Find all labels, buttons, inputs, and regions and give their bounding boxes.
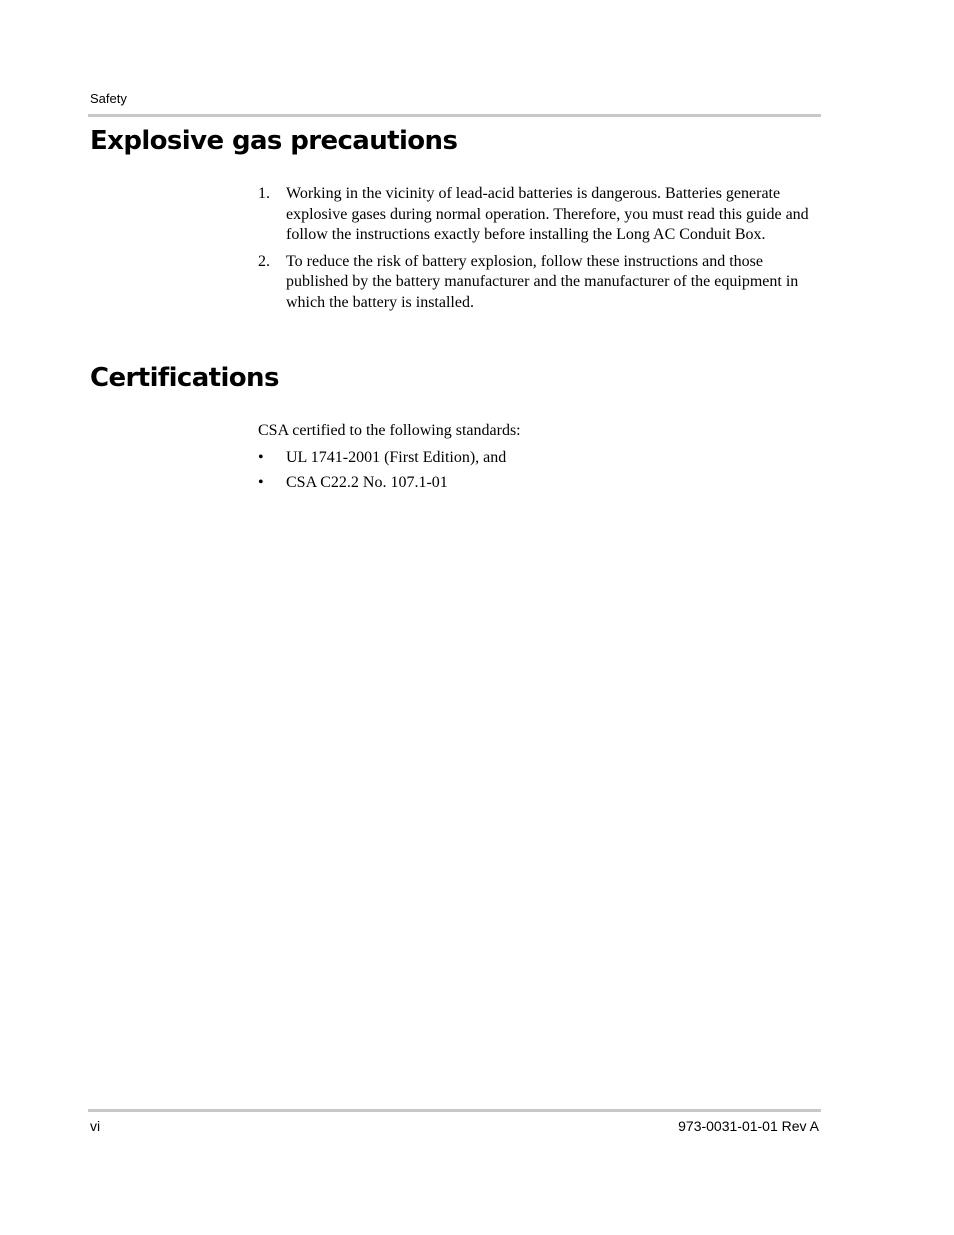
certifications-intro: CSA certified to the following standards: <box>258 422 521 439</box>
list-item <box>258 448 828 469</box>
section-title-certifications: Certifications <box>90 363 279 393</box>
certifications-block <box>258 421 828 499</box>
bullet-icon: • <box>258 474 264 491</box>
running-head: Safety <box>90 91 127 106</box>
list-item <box>258 184 828 246</box>
list-number: 2. <box>258 252 270 270</box>
page-number: vi <box>90 1118 101 1134</box>
bullet-list <box>258 448 828 494</box>
list-item-text: To reduce the risk of battery explosion, follow these instructions and those published by the battery manufacturer and the manufacturer of the equipment in which the battery is installed. <box>286 252 799 311</box>
list-item <box>258 473 828 494</box>
section-title-explosive-gas: Explosive gas precautions <box>90 126 458 156</box>
list-item-text: UL 1741-2001 (First Edition), and <box>286 448 507 466</box>
list-item-text: Working in the vicinity of lead-acid batteries is dangerous. Batteries generate explosive gases during normal operation. Therefore, you must read this guide and follow the instructions exactly before installing the Long AC Conduit Box. <box>286 185 809 243</box>
list-item <box>258 252 828 314</box>
list-number: 1. <box>258 185 270 202</box>
bullet-icon: • <box>258 448 264 466</box>
explosive-gas-list-block <box>258 184 828 319</box>
numbered-list <box>258 184 828 313</box>
footer-rule <box>88 1109 821 1112</box>
list-item-text: CSA C22.2 No. 107.1-01 <box>286 474 448 491</box>
header-rule <box>88 114 821 117</box>
document-number: 973-0031-01-01 Rev A <box>678 1118 819 1134</box>
